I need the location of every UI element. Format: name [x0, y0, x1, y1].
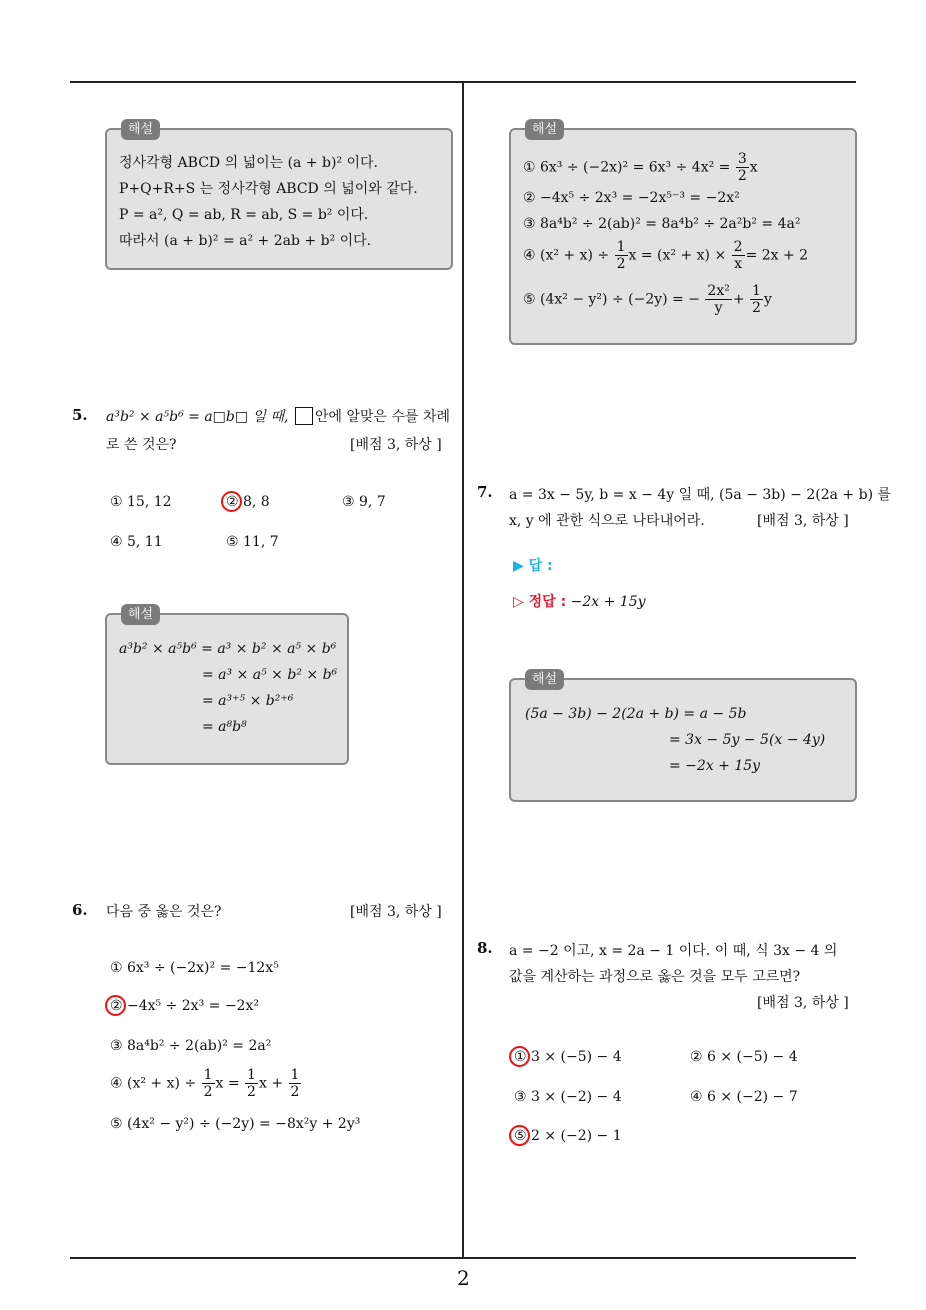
question-stem: a = 3x − 5y, b = x − 4y 일 때, (5a − 3b) − 2(2a + b) 를	[509, 487, 892, 503]
page-number: 2	[457, 1266, 470, 1290]
option-text: x =	[215, 1075, 240, 1092]
explanation-line: ① 6x³ ÷ (−2x)² = 6x³ ÷ 4x² = $\frac{3}{2}$ x	[523, 151, 758, 184]
fraction: $\frac{1}{2}$	[290, 1067, 300, 1100]
question-stem: 다음 중 옳은 것은?	[106, 904, 222, 920]
explanation-tag: 해설	[525, 119, 564, 140]
option-1[interactable]: ① 15, 12	[110, 494, 172, 510]
q7-explanation-box	[509, 672, 857, 802]
explanation-line: ⑤ (4x² − y²) ÷ (−2y) = − $\frac{\text{2x²}}{y}$ + $\frac{1}{2}$ y	[523, 283, 772, 316]
explanation-line: ② −4x⁵ ÷ 2x³ = −2x⁵⁻³ = −2x²	[523, 190, 740, 206]
footer-rule	[70, 1257, 856, 1259]
explanation-line: 정사각형 ABCD 의 넓이는 (a + b)² 이다.	[119, 155, 379, 171]
q6-explanation-box	[509, 122, 857, 345]
explanation-line: = a³⁺⁵ × b²⁺⁶	[202, 693, 294, 709]
option-2[interactable]: ② 6 × (−5) − 4	[690, 1049, 798, 1065]
question-number: 7.	[477, 483, 493, 501]
explanation-line: ③ 8a⁴b² ÷ 2(ab)² = 8a⁴b² ÷ 2a²b² = 4a²	[523, 216, 801, 232]
option-2[interactable]: ② −4x⁵ ÷ 2x³ = −2x²	[110, 998, 259, 1014]
q5-explanation-box	[105, 607, 349, 765]
question-stem: a = −2 이고, x = 2a − 1 이다. 이 때, 식 3x − 4 의	[509, 943, 838, 959]
option-1[interactable]: ① 3 × (−5) − 4	[514, 1049, 622, 1065]
option-text: ④ (x² + x) ÷	[110, 1075, 197, 1092]
explanation-tag: 해설	[121, 119, 160, 140]
question-stem-cont: 로 쓴 것은?	[106, 437, 177, 453]
option-4[interactable]: ④ 6 × (−2) − 7	[690, 1089, 798, 1105]
blank-box-icon	[295, 407, 313, 425]
explanation-line: ④ (x² + x) ÷ $\frac{1}{2}$ x = (x² + x) × $\frac{2}{x}$ = 2x + 2	[523, 239, 809, 272]
explanation-line: 따라서 (a + b)² = a² + 2ab + b² 이다.	[119, 233, 372, 249]
answer-input-label[interactable]: ▶ 답 :	[513, 558, 553, 574]
explanation-line: P+Q+R+S 는 정사각형 ABCD 의 넓이와 같다.	[119, 181, 418, 197]
question-stem-cont: x, y 에 관한 식으로 나타내어라.	[509, 513, 705, 529]
fraction: $\frac{1}{2}$	[203, 1067, 213, 1100]
explanation-line: = 3x − 5y − 5(x − 4y)	[669, 732, 826, 748]
explanation-line: = a³ × a⁵ × b² × b⁶	[202, 667, 338, 683]
option-5[interactable]: ⑤ 11, 7	[226, 534, 279, 550]
score-label: [배점 3, 하상 ]	[350, 904, 442, 920]
option-3[interactable]: ③ 9, 7	[342, 494, 386, 510]
stem-expression: a³b² × a⁵b⁶ = a□b□ 일 때,	[106, 409, 289, 425]
explanation-tag: 해설	[121, 604, 160, 625]
explanation-line: (5a − 3b) − 2(2a + b) = a − 5b	[525, 706, 747, 722]
score-label: [배점 3, 하상 ]	[757, 513, 849, 529]
question-number: 5.	[72, 406, 88, 424]
explanation-line: = a⁸b⁸	[202, 719, 247, 735]
fraction: $\frac{1}{2}$	[247, 1067, 256, 1100]
explanation-line: = −2x + 15y	[669, 758, 761, 774]
explanation-line: a³b² × a⁵b⁶ = a³ × b² × a⁵ × b⁶	[119, 641, 337, 657]
option-text: x +	[258, 1075, 284, 1092]
question-number: 8.	[477, 939, 493, 957]
option-5[interactable]: ⑤ (4x² − y²) ÷ (−2y) = −8x²y + 2y³	[110, 1116, 361, 1132]
column-divider	[462, 83, 464, 1258]
explanation-tag: 해설	[525, 669, 564, 690]
option-2[interactable]: ② 8, 8	[226, 494, 270, 510]
explanation-line: P = a², Q = ab, R = ab, S = b² 이다.	[119, 207, 369, 223]
q4-explanation-box	[105, 122, 453, 270]
question-stem	[106, 406, 450, 426]
question-stem-cont: 값을 계산하는 과정으로 옳은 것을 모두 고르면?	[509, 969, 801, 985]
stem-text: 안에 알맞은 수를 차례	[314, 409, 451, 425]
correct-answer-value: −2x + 15y	[570, 594, 646, 610]
score-label: [배점 3, 하상 ]	[350, 437, 442, 453]
correct-answer	[513, 591, 646, 611]
option-1[interactable]: ① 6x³ ÷ (−2x)² = −12x⁵	[110, 960, 279, 976]
option-4[interactable]	[110, 1068, 302, 1099]
score-label: [배점 3, 하상 ]	[757, 995, 849, 1011]
question-number: 6.	[72, 901, 88, 919]
option-3[interactable]: ③ 3 × (−2) − 4	[514, 1089, 622, 1105]
option-5[interactable]: ⑤ 2 × (−2) − 1	[514, 1128, 622, 1144]
option-4[interactable]: ④ 5, 11	[110, 534, 163, 550]
option-3[interactable]: ③ 8a⁴b² ÷ 2(ab)² = 2a²	[110, 1038, 272, 1054]
correct-answer-label: ▷ 정답 :	[513, 594, 567, 610]
